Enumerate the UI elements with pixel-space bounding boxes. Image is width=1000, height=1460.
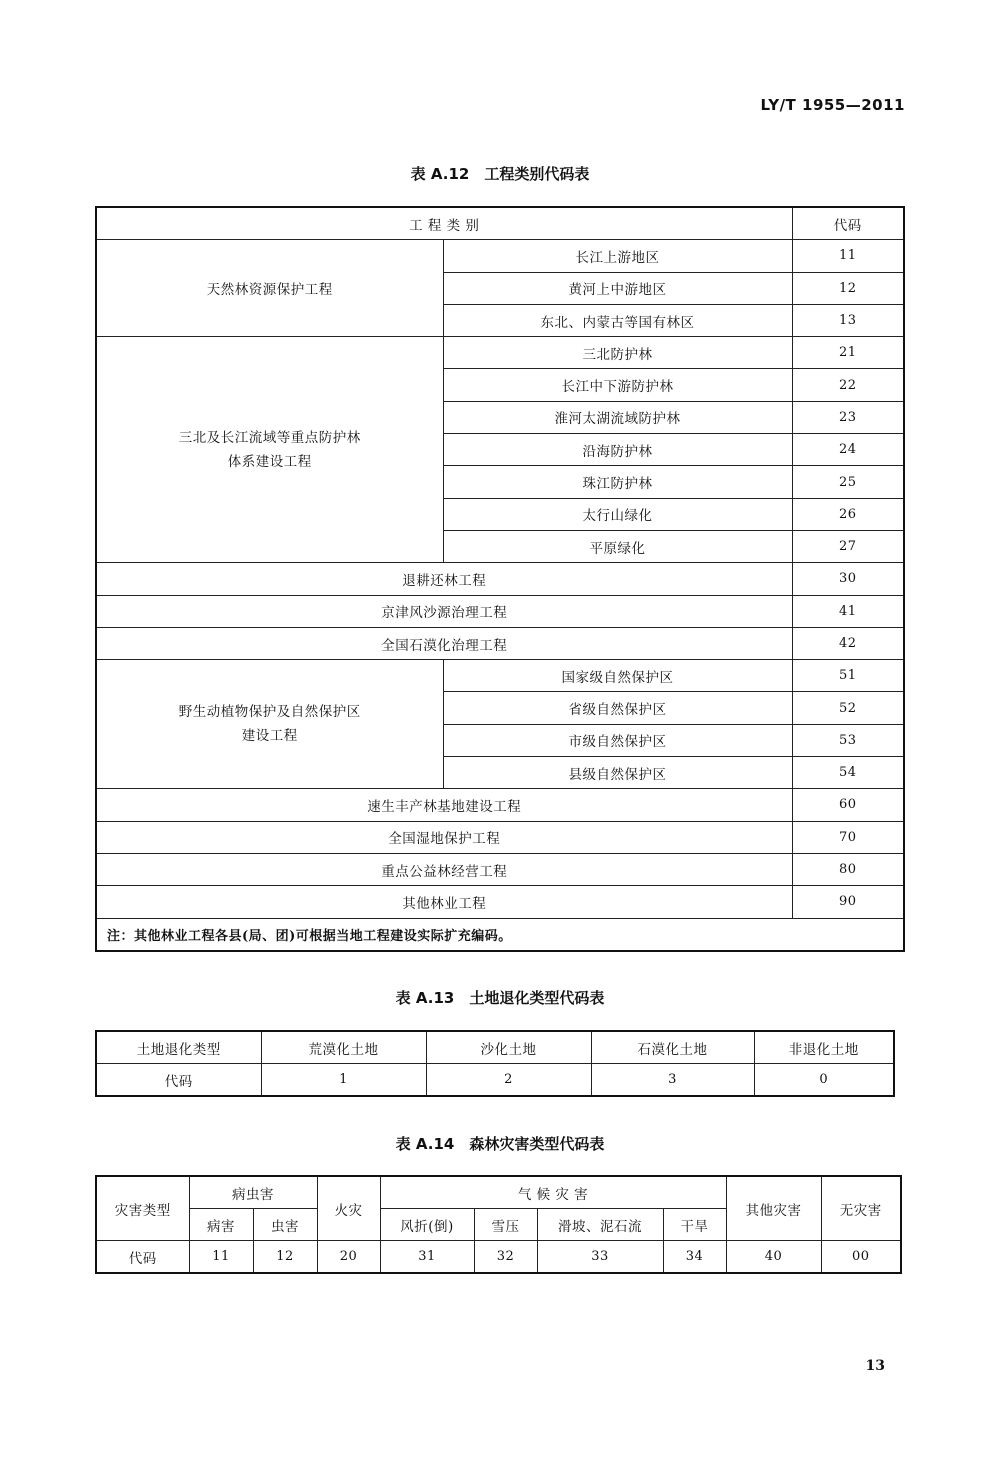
code-cell: 54 bbox=[792, 757, 904, 789]
sub-category: 长江中下游防护林 bbox=[443, 369, 792, 401]
code-cell: 24 bbox=[792, 434, 904, 466]
header-cell: 石漠化土地 bbox=[591, 1031, 754, 1064]
code-cell: 30 bbox=[792, 563, 904, 595]
code-cell: 42 bbox=[792, 627, 904, 659]
group-header: 气 候 灾 害 bbox=[380, 1176, 726, 1209]
code-cell: 23 bbox=[792, 401, 904, 433]
sub-category: 市级自然保护区 bbox=[443, 724, 792, 756]
code-cell: 51 bbox=[792, 660, 904, 692]
code-cell: 11 bbox=[189, 1241, 253, 1274]
code-cell: 0 bbox=[754, 1064, 894, 1097]
sub-category: 淮河太湖流域防护林 bbox=[443, 401, 792, 433]
type-label: 灾害类型 bbox=[96, 1176, 189, 1241]
code-cell: 33 bbox=[537, 1241, 663, 1274]
group-label-line: 三北及长江流域等重点防护林 bbox=[178, 429, 361, 446]
standard-number: LY/T 1955—2011 bbox=[760, 96, 905, 114]
sub-category: 长江上游地区 bbox=[443, 240, 792, 272]
code-cell: 34 bbox=[663, 1241, 726, 1274]
group-label-line: 建设工程 bbox=[241, 728, 298, 745]
header-code: 代码 bbox=[792, 207, 904, 240]
table-a12-project-category-codes bbox=[95, 206, 905, 952]
header-cell: 无灾害 bbox=[821, 1176, 901, 1241]
sub-category: 国家级自然保护区 bbox=[443, 660, 792, 692]
code-cell: 12 bbox=[792, 272, 904, 304]
sub-category: 太行山绿化 bbox=[443, 498, 792, 530]
sub-category: 省级自然保护区 bbox=[443, 692, 792, 724]
header-cell: 干旱 bbox=[663, 1209, 726, 1241]
single-category: 其他林业工程 bbox=[96, 886, 792, 918]
header-cell: 风折(倒) bbox=[380, 1209, 474, 1241]
single-category: 退耕还林工程 bbox=[96, 563, 792, 595]
code-cell: 32 bbox=[474, 1241, 537, 1274]
header-cell: 火灾 bbox=[317, 1176, 380, 1241]
table-a14-caption: 表 A.14 森林灾害类型代码表 bbox=[395, 1135, 605, 1153]
table-a12-caption: 表 A.12 工程类别代码表 bbox=[410, 165, 590, 183]
code-cell: 12 bbox=[253, 1241, 317, 1274]
header-cell: 滑坡、泥石流 bbox=[537, 1209, 663, 1241]
table-a13-caption: 表 A.13 土地退化类型代码表 bbox=[395, 989, 605, 1007]
group-label-line: 野生动植物保护及自然保护区 bbox=[178, 704, 361, 721]
group-label: 天然林资源保护工程 bbox=[96, 240, 443, 337]
header-cell: 荒漠化土地 bbox=[261, 1031, 426, 1064]
group-label bbox=[96, 660, 443, 789]
header-cell: 沙化土地 bbox=[426, 1031, 591, 1064]
group-label bbox=[96, 337, 443, 563]
code-cell: 26 bbox=[792, 498, 904, 530]
group-header: 病虫害 bbox=[189, 1176, 317, 1209]
code-label: 代码 bbox=[96, 1064, 261, 1097]
header-cell: 雪压 bbox=[474, 1209, 537, 1241]
sub-category: 黄河上中游地区 bbox=[443, 272, 792, 304]
code-cell: 00 bbox=[821, 1241, 901, 1274]
header-cell: 其他灾害 bbox=[726, 1176, 821, 1241]
code-cell: 80 bbox=[792, 853, 904, 885]
group-label-line: 体系建设工程 bbox=[227, 453, 312, 470]
code-cell: 21 bbox=[792, 337, 904, 369]
sub-category: 三北防护林 bbox=[443, 337, 792, 369]
single-category: 重点公益林经营工程 bbox=[96, 853, 792, 885]
code-cell: 31 bbox=[380, 1241, 474, 1274]
sub-category: 县级自然保护区 bbox=[443, 757, 792, 789]
sub-category: 珠江防护林 bbox=[443, 466, 792, 498]
page-number: 13 bbox=[865, 1358, 885, 1374]
header-cell: 虫害 bbox=[253, 1209, 317, 1241]
code-cell: 60 bbox=[792, 789, 904, 821]
code-cell: 1 bbox=[261, 1064, 426, 1097]
code-cell: 53 bbox=[792, 724, 904, 756]
sub-category: 东北、内蒙古等国有林区 bbox=[443, 304, 792, 336]
code-cell: 13 bbox=[792, 304, 904, 336]
header-cell: 土地退化类型 bbox=[96, 1031, 261, 1064]
code-cell: 2 bbox=[426, 1064, 591, 1097]
code-cell: 3 bbox=[591, 1064, 754, 1097]
code-label: 代码 bbox=[96, 1241, 189, 1274]
code-cell: 25 bbox=[792, 466, 904, 498]
header-category: 工 程 类 别 bbox=[96, 207, 792, 240]
header-cell: 病害 bbox=[189, 1209, 253, 1241]
code-cell: 20 bbox=[317, 1241, 380, 1274]
sub-category: 沿海防护林 bbox=[443, 434, 792, 466]
table-a13-land-degradation-codes bbox=[95, 1030, 895, 1097]
table-note: 注：其他林业工程各县(局、团)可根据当地工程建设实际扩充编码。 bbox=[96, 918, 904, 951]
single-category: 速生丰产林基地建设工程 bbox=[96, 789, 792, 821]
sub-category: 平原绿化 bbox=[443, 530, 792, 562]
code-cell: 90 bbox=[792, 886, 904, 918]
single-category: 全国石漠化治理工程 bbox=[96, 627, 792, 659]
single-category: 全国湿地保护工程 bbox=[96, 821, 792, 853]
code-cell: 27 bbox=[792, 530, 904, 562]
single-category: 京津风沙源治理工程 bbox=[96, 595, 792, 627]
code-cell: 41 bbox=[792, 595, 904, 627]
code-cell: 70 bbox=[792, 821, 904, 853]
code-cell: 40 bbox=[726, 1241, 821, 1274]
header-cell: 非退化土地 bbox=[754, 1031, 894, 1064]
table-a14-forest-disaster-codes bbox=[95, 1175, 902, 1274]
code-cell: 11 bbox=[792, 240, 904, 272]
code-cell: 52 bbox=[792, 692, 904, 724]
code-cell: 22 bbox=[792, 369, 904, 401]
